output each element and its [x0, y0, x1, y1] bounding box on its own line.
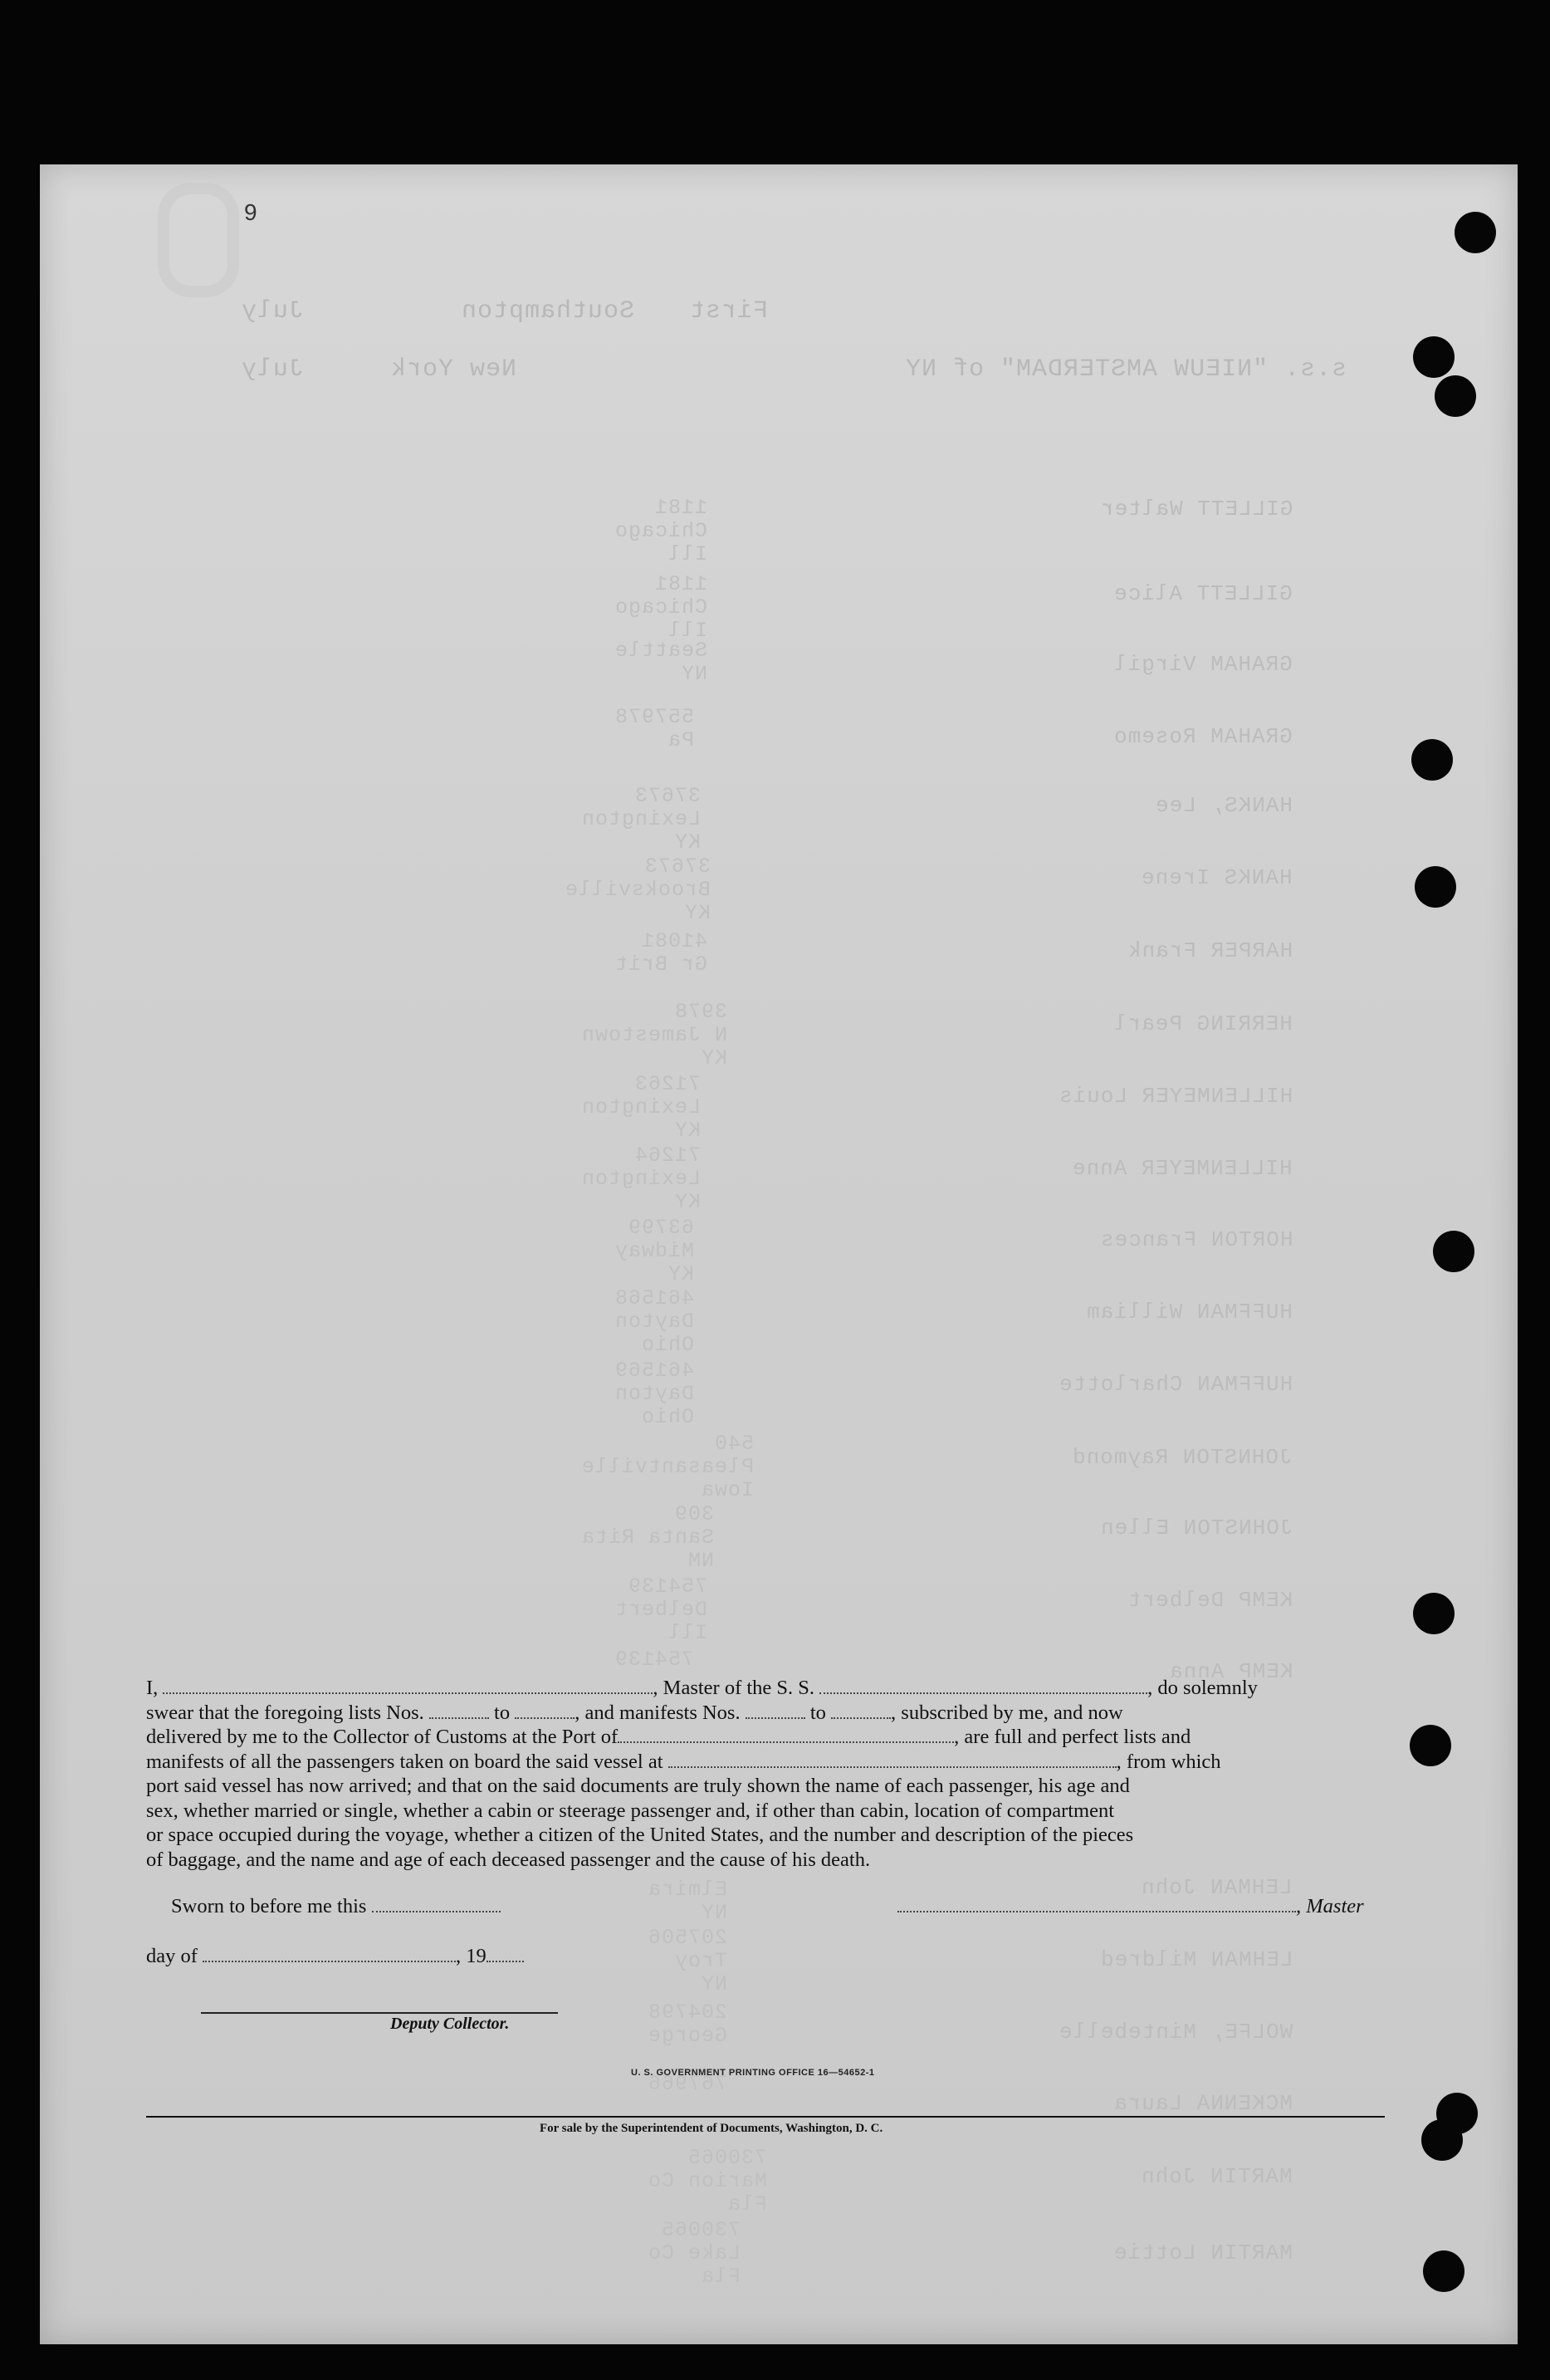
ghost-passenger-name: KEMP Delbert: [1127, 1588, 1293, 1613]
ghost-passenger-place: 207506 Troy NY: [648, 1926, 728, 1996]
master-oath-paragraph: [146, 1676, 1385, 1872]
page-number: 9: [244, 199, 257, 225]
ghost-passenger-name: GRAHAM Rosemo: [1113, 724, 1293, 749]
manifest-to-blank[interactable]: [831, 1702, 891, 1719]
ghost-passenger-place: 540 Pleasantville Iowa: [581, 1432, 755, 1502]
punch-hole: [1415, 866, 1456, 908]
ghost-passenger-name: MCKENNA Laura: [1113, 2091, 1293, 2116]
year-label: , 19: [456, 1945, 487, 1967]
ghost-passenger-place: 557978 Pa: [614, 705, 695, 752]
ghost-passenger-place: 1181 Chicago Ill: [614, 496, 708, 566]
ghost-passenger-name: MARTIN John: [1141, 2164, 1293, 2189]
ghost-passenger-name: GILLETT Walter: [1099, 497, 1293, 522]
ghost-passenger-place: 461568 Dayton Ohio: [614, 1286, 695, 1357]
year-blank[interactable]: [487, 1946, 524, 1962]
ghost-passenger-place: 37673 Lexington KY: [581, 784, 702, 855]
ghost-header-class: First: [689, 297, 769, 326]
punch-hole: [1433, 1231, 1474, 1272]
for-sale-notice: For sale by the Superintendent of Documents, Washington, D. C.: [540, 2122, 883, 2135]
ghost-passenger-name: HUFFMAN William: [1085, 1300, 1293, 1325]
month-blank[interactable]: [203, 1946, 456, 1962]
punch-hole: [1413, 336, 1455, 378]
punch-hole: [1455, 212, 1496, 253]
ghost-passenger-name: HUFFMAN Charlotte: [1058, 1372, 1293, 1397]
ghost-passenger-name: LEHMAN Mildred: [1099, 1947, 1293, 1972]
ghost-passenger-place: 730065 Marion Co Fla: [648, 2146, 768, 2216]
footer-rule: [146, 2116, 1385, 2118]
punch-hole: [1410, 1725, 1451, 1766]
ghost-passenger-place: 204798 George: [648, 2000, 728, 2048]
oath-line-6: sex, whether married or single, whether a cabin or steerage passenger and, if other than cabin, location of compartment: [146, 1799, 1115, 1822]
punch-hole: [1411, 739, 1453, 781]
ghost-passenger-name: WOLFE, Mintebelle: [1058, 2020, 1293, 2045]
ghost-passenger-place: 71264 Lexington KY: [581, 1143, 702, 1214]
ghost-passenger-place: 41081 Gr Brit: [614, 929, 708, 977]
ghost-passenger-name: LEHMAN John: [1141, 1875, 1293, 1900]
ghost-passenger-name: HILLENMEYER Anne: [1072, 1156, 1293, 1181]
punch-hole: [1421, 2119, 1463, 2161]
ghost-passenger-name: HORTON Frances: [1099, 1227, 1293, 1252]
master-signature-blank[interactable]: [897, 1896, 1296, 1912]
sworn-day-blank[interactable]: [372, 1896, 501, 1912]
list-to-blank[interactable]: [515, 1702, 575, 1719]
master-label: , Master: [1296, 1895, 1364, 1917]
ghost-header-vessel: s.s. "NIEUW AMSTERDAM" of NY: [905, 355, 1347, 384]
ghost-passenger-name: HARPER Frank: [1127, 938, 1293, 963]
oath-line-4: manifests of all the passengers taken on board the said vessel at , from which: [146, 1750, 1221, 1773]
ghost-passenger-place: 754139 Delbert Ill: [614, 1574, 708, 1645]
ghost-passenger-place: 730065 Lake Co Fla: [648, 2218, 741, 2289]
ghost-passenger-name: JOHNSTON Ellen: [1099, 1516, 1293, 1540]
ghost-passenger-place: 767966: [648, 2072, 728, 2096]
ghost-header-month: July: [241, 297, 305, 326]
ghost-passenger-place: Elmira NY: [648, 1878, 728, 1925]
ghost-header-month2: July: [241, 355, 305, 384]
ghost-passenger-place: Seattle NY: [614, 639, 708, 686]
ghost-passenger-name: HILLENMEYER Louis: [1058, 1084, 1293, 1109]
form-sheet: [40, 164, 1518, 2344]
ghost-passenger-place: 461569 Dayton Ohio: [614, 1359, 695, 1429]
port-arrival-blank[interactable]: [618, 1726, 954, 1743]
ghost-passenger-name: GRAHAM Virgil: [1113, 652, 1293, 677]
sworn-label: Sworn to before me this: [171, 1895, 367, 1917]
ghost-passenger-name: MARTIN Lottie: [1113, 2240, 1293, 2265]
oath-line-8: of baggage, and the name and age of each deceased passenger and the cause of his death.: [146, 1848, 871, 1871]
oath-line-5: port said vessel has now arrived; and that on the said documents are truly shown the name of each passenger, his age and: [146, 1775, 1130, 1797]
vessel-name-blank[interactable]: [819, 1677, 1147, 1694]
ghost-passenger-place: 71263 Lexington KY: [581, 1072, 702, 1143]
list-from-blank[interactable]: [429, 1702, 489, 1719]
ghost-passenger-name: HANKS, Lee: [1154, 793, 1293, 818]
oath-line-2: swear that the foregoing lists Nos. to , and manifests Nos. to , subscribed by me, and now: [146, 1701, 1123, 1724]
punch-hole: [1435, 375, 1476, 417]
oath-line-3: delivered by me to the Collector of Customs at the Port of , are full and perfect lists and: [146, 1726, 1191, 1748]
ghost-header-dest: New York: [390, 355, 517, 384]
oath-line-1: I, , Master of the S. S. , do solemnly: [146, 1677, 1258, 1699]
day-of-label: day of: [146, 1945, 198, 1967]
punch-hole: [1423, 2250, 1464, 2292]
ghost-passenger-name: KEMP Anna: [1168, 1659, 1293, 1684]
ghost-passenger-name: HERRING Pearl: [1113, 1011, 1293, 1036]
ghost-passenger-place: 3978 N Jamestown KY: [581, 1000, 728, 1070]
punch-hole: [1413, 1593, 1455, 1634]
deputy-collector-label: Deputy Collector.: [390, 2015, 510, 2033]
stamp-mark: [158, 183, 239, 297]
manifest-from-blank[interactable]: [746, 1702, 805, 1719]
ghost-passenger-place: 1181 Chicago Ill: [614, 572, 708, 643]
port-departure-blank[interactable]: [668, 1751, 1117, 1768]
ghost-passenger-place: 309 Santa Rita NM: [581, 1502, 715, 1573]
deputy-signature-line[interactable]: [201, 2012, 558, 2014]
ghost-passenger-place: 37673 Brooksville KY: [565, 855, 711, 925]
ghost-passenger-name: HANKS Irene: [1141, 865, 1293, 890]
oath-line-7: or space occupied during the voyage, whether a citizen of the United States, and the number and description of the pieces: [146, 1824, 1134, 1846]
ghost-passenger-name: GILLETT Alice: [1113, 581, 1293, 606]
printing-office-line: U. S. GOVERNMENT PRINTING OFFICE 16—54652-1: [631, 2068, 875, 2078]
master-name-blank[interactable]: [163, 1677, 653, 1694]
ghost-passenger-name: JOHNSTON Raymond: [1072, 1445, 1293, 1470]
ghost-passenger-place: 754139: [614, 1648, 695, 1672]
ghost-passenger-place: 63799 Midway KY: [614, 1216, 695, 1286]
ghost-header-port: Southampton: [461, 297, 635, 326]
